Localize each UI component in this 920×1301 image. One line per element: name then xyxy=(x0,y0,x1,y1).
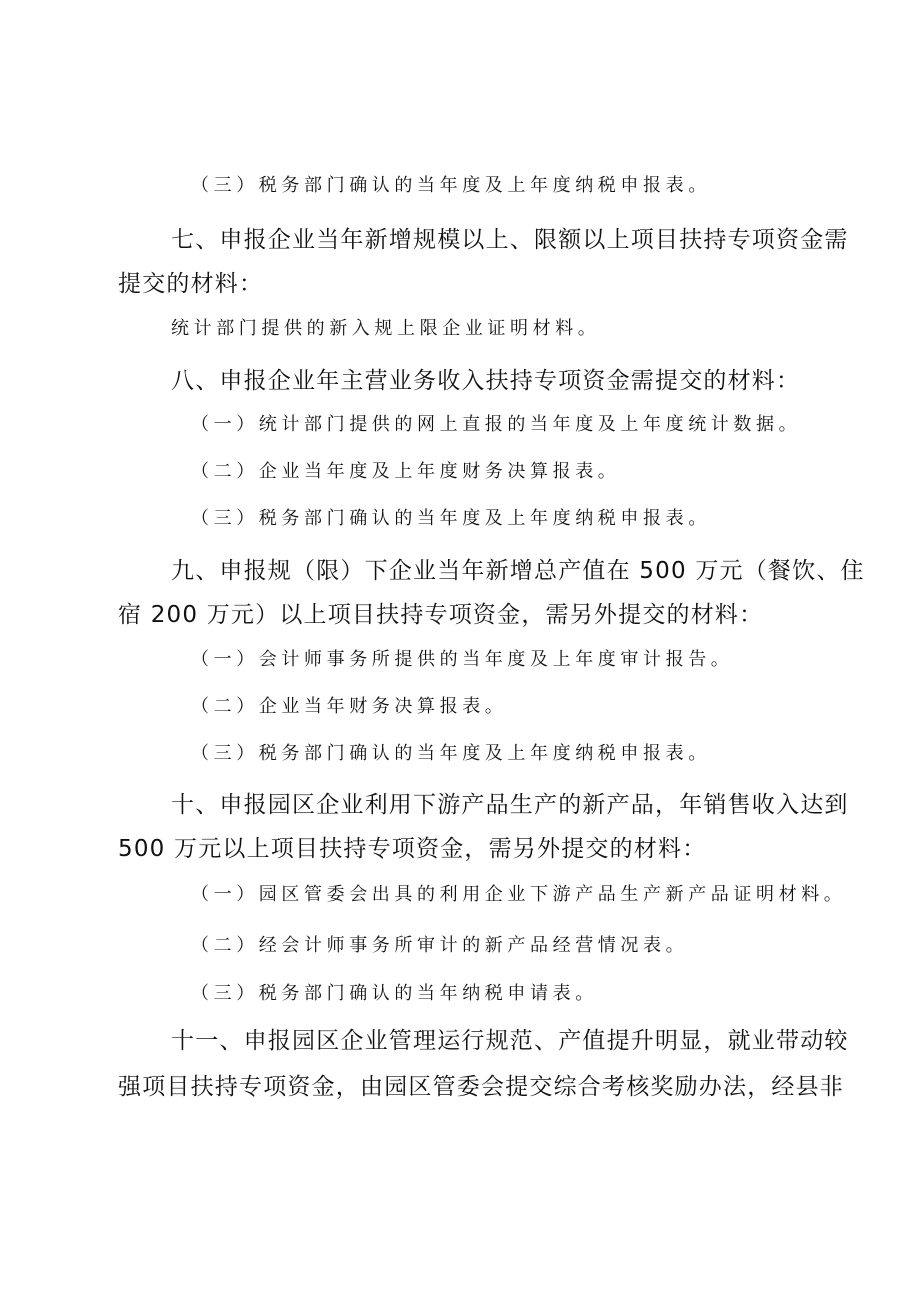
section-heading-7-cont: 提交的材料： xyxy=(118,271,264,297)
item-line: 统计部门提供的新入规上限企业证明材料。 xyxy=(171,318,601,339)
section-heading-10: 十、申报园区企业利用下游产品生产的新产品，年销售收入达到 xyxy=(171,792,849,818)
section-heading-8: 八、申报企业年主营业务收入扶持专项资金需提交的材料： xyxy=(171,368,801,394)
item-line: （二）企业当年度及上年度财务决算报表。 xyxy=(191,461,621,482)
section-heading-9-cont: 宿 200 万元）以上项目扶持专项资金，需另外提交的材料： xyxy=(118,602,764,628)
section-heading-11-cont: 强项目扶持专项资金，由园区管委会提交综合考核奖励办法，经县非 xyxy=(118,1074,844,1100)
item-line: （三）税务部门确认的当年度及上年度纳税申报表。 xyxy=(191,508,711,529)
item-line: （一）园区管委会出具的利用企业下游产品生产新产品证明材料。 xyxy=(191,884,847,905)
section-heading-10-cont: 500 万元以上项目扶持专项资金，需另外提交的材料： xyxy=(118,836,707,862)
item-line: （三）税务部门确认的当年度及上年度纳税申报表。 xyxy=(191,175,711,196)
item-line: （一）统计部门提供的网上直报的当年度及上年度统计数据。 xyxy=(191,414,802,435)
section-heading-7: 七、申报企业当年新增规模以上、限额以上项目扶持专项资金需 xyxy=(171,227,849,253)
section-heading-11: 十一、申报园区企业管理运行规范、产值提升明显，就业带动较 xyxy=(171,1028,849,1054)
item-line: （三）税务部门确认的当年纳税申请表。 xyxy=(191,983,598,1004)
item-line: （二）经会计师事务所审计的新产品经营情况表。 xyxy=(191,935,689,956)
item-line: （三）税务部门确认的当年度及上年度纳税申报表。 xyxy=(191,743,711,764)
item-line: （二）企业当年财务决算报表。 xyxy=(191,696,508,717)
section-heading-9: 九、申报规（限）下企业当年新增总产值在 500 万元（餐饮、住 xyxy=(171,558,865,584)
item-line: （一）会计师事务所提供的当年度及上年度审计报告。 xyxy=(191,649,734,670)
